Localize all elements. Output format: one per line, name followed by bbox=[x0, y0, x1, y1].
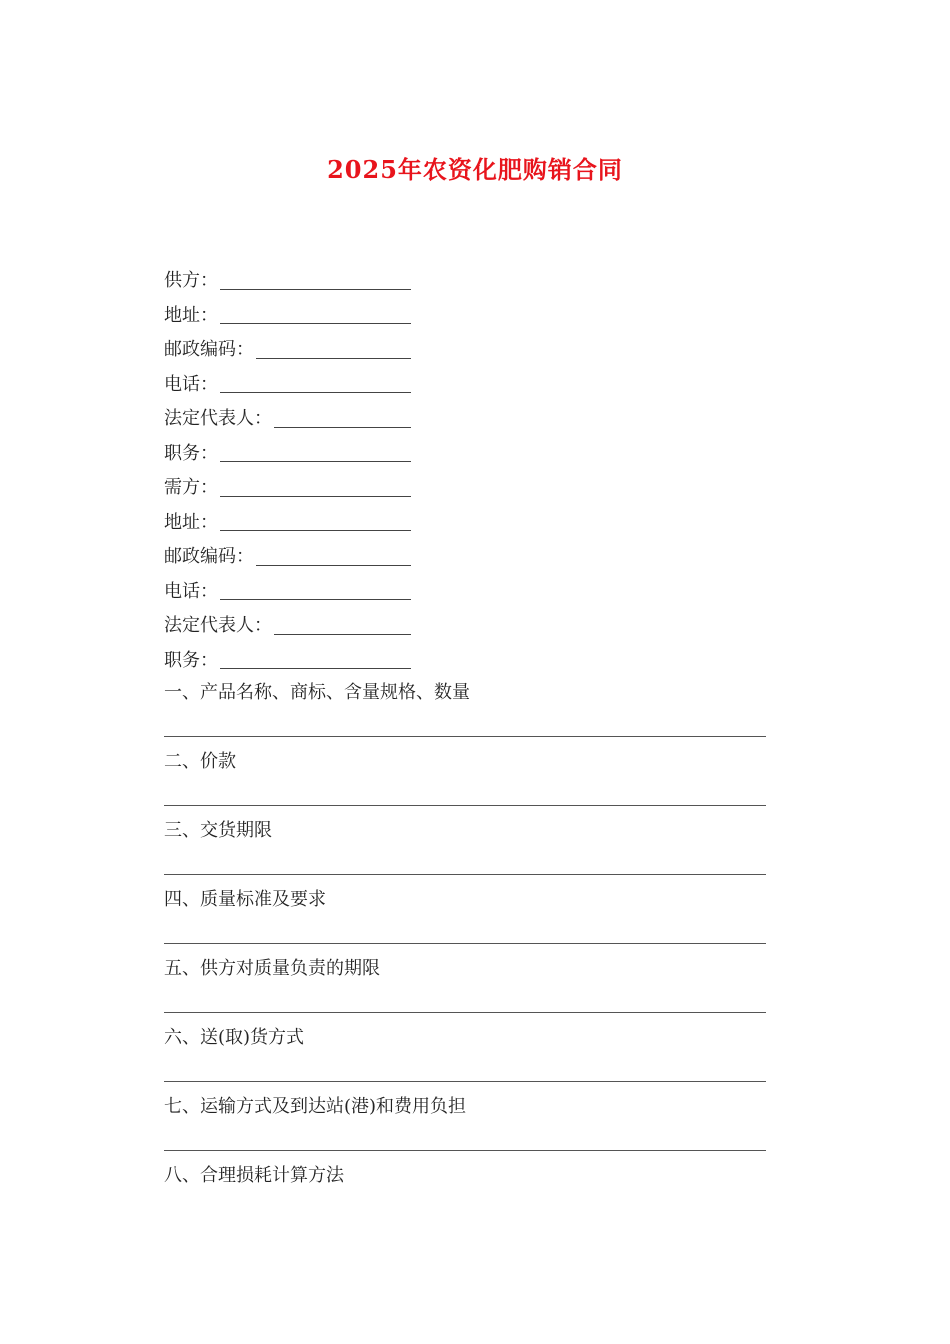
section-heading: 五、供方对质量负责的期限 bbox=[164, 958, 380, 979]
contract-section bbox=[164, 952, 766, 1021]
field-label: 电话： bbox=[164, 580, 218, 602]
field-blank-line[interactable] bbox=[220, 392, 411, 393]
contract-section bbox=[164, 1021, 766, 1090]
field-row bbox=[164, 366, 764, 401]
field-row bbox=[164, 642, 764, 677]
section-heading: 二、价款 bbox=[164, 751, 236, 772]
field-label: 职务： bbox=[164, 649, 218, 671]
field-row bbox=[164, 573, 764, 608]
contract-sections bbox=[164, 676, 766, 1228]
section-blank-line[interactable] bbox=[164, 1150, 766, 1151]
section-heading: 八、合理损耗计算方法 bbox=[164, 1165, 344, 1186]
contract-section bbox=[164, 1090, 766, 1159]
section-blank-line[interactable] bbox=[164, 805, 766, 806]
field-label: 地址： bbox=[164, 304, 218, 326]
field-blank-line[interactable] bbox=[220, 496, 411, 497]
field-blank-line[interactable] bbox=[220, 668, 411, 669]
party-info-fields bbox=[164, 262, 764, 676]
field-row bbox=[164, 400, 764, 435]
field-blank-line[interactable] bbox=[256, 358, 411, 359]
field-row bbox=[164, 297, 764, 332]
contract-section bbox=[164, 883, 766, 952]
field-row bbox=[164, 262, 764, 297]
field-blank-line[interactable] bbox=[256, 565, 411, 566]
field-label: 邮政编码： bbox=[164, 546, 254, 568]
field-blank-line[interactable] bbox=[220, 289, 411, 290]
field-label: 供方： bbox=[164, 270, 218, 292]
contract-section bbox=[164, 745, 766, 814]
section-blank-line[interactable] bbox=[164, 874, 766, 875]
section-heading: 四、质量标准及要求 bbox=[164, 889, 326, 910]
section-blank-line[interactable] bbox=[164, 1081, 766, 1082]
section-heading: 六、送(取)货方式 bbox=[164, 1027, 305, 1048]
field-label: 邮政编码： bbox=[164, 339, 254, 361]
document-title: 2025年农资化肥购销合同 bbox=[327, 155, 623, 184]
field-label: 法定代表人： bbox=[164, 408, 272, 430]
section-blank-line[interactable] bbox=[164, 1012, 766, 1013]
contract-section bbox=[164, 814, 766, 883]
section-blank-line[interactable] bbox=[164, 943, 766, 944]
section-heading: 七、运输方式及到达站(港)和费用负担 bbox=[164, 1096, 467, 1117]
section-blank-line[interactable] bbox=[164, 736, 766, 737]
field-blank-line[interactable] bbox=[220, 599, 411, 600]
field-blank-line[interactable] bbox=[274, 634, 411, 635]
field-label: 地址： bbox=[164, 511, 218, 533]
field-row bbox=[164, 469, 764, 504]
field-label: 法定代表人： bbox=[164, 615, 272, 637]
contract-section bbox=[164, 1159, 766, 1228]
field-row bbox=[164, 504, 764, 539]
section-heading: 三、交货期限 bbox=[164, 820, 272, 841]
section-heading: 一、产品名称、商标、含量规格、数量 bbox=[164, 682, 470, 703]
field-row bbox=[164, 538, 764, 573]
field-label: 职务： bbox=[164, 442, 218, 464]
field-blank-line[interactable] bbox=[220, 461, 411, 462]
field-row bbox=[164, 331, 764, 366]
field-blank-line[interactable] bbox=[274, 427, 411, 428]
contract-section bbox=[164, 676, 766, 745]
field-label: 需方： bbox=[164, 477, 218, 499]
field-row bbox=[164, 435, 764, 470]
field-blank-line[interactable] bbox=[220, 323, 411, 324]
field-row bbox=[164, 607, 764, 642]
field-label: 电话： bbox=[164, 373, 218, 395]
field-blank-line[interactable] bbox=[220, 530, 411, 531]
